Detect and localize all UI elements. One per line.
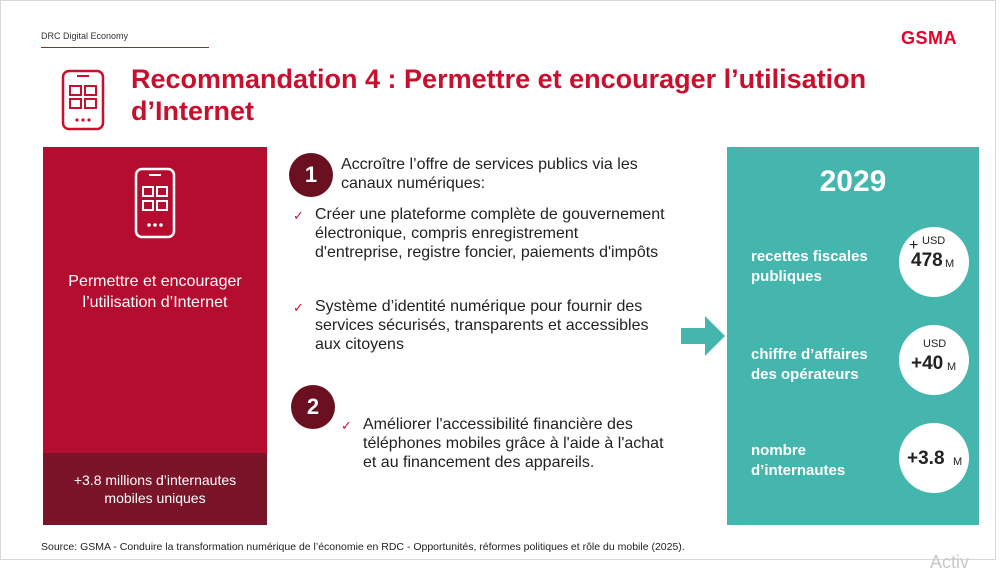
- metric-unit: USD: [923, 338, 947, 350]
- checkmark-icon: ✓: [293, 208, 304, 223]
- metric-suffix: M: [947, 361, 957, 373]
- metric-circle: [899, 227, 969, 297]
- metric-suffix: M: [945, 258, 955, 270]
- box-heading: Accroître l’offre de services publics via les canaux numériques:: [341, 156, 638, 192]
- metric-suffix: M: [953, 456, 963, 468]
- document-label: DRC Digital Economy: [41, 31, 129, 41]
- left-summary-panel: [43, 147, 267, 525]
- bullet-item: [293, 205, 670, 262]
- left-panel-footer: +3.8 millions d’internautes mobiles uniques: [43, 453, 267, 525]
- metric-value: +3.8: [907, 448, 945, 469]
- metric-prefix: +: [909, 237, 919, 254]
- bullet-text: Créer une plateforme complète de gouvernement électronique, compris enregistrement d'entreprise, registre foncier, paiements d'impôts: [315, 206, 665, 261]
- metric-circle: [899, 325, 969, 395]
- target-year: 2029: [819, 165, 887, 198]
- recommendation-box-2: [285, 381, 677, 525]
- source-note: Source: GSMA - Conduire la transformation numérique de l’économie en RDC - Opportunités, réformes politiques et rôle du mobile (2025).: [41, 541, 685, 553]
- metric-label: chiffre d’affaires des opérateurs: [751, 346, 868, 383]
- bullet-item: [293, 297, 670, 354]
- document-label-rule: [41, 47, 209, 48]
- mobile-phone-apps-icon: [133, 167, 177, 239]
- number-badge: 2: [291, 385, 335, 429]
- bullet-text: Système d’identité numérique pour fournir des services sécurisés, transparents et accessibles aux citoyens: [315, 298, 649, 353]
- checkmark-icon: ✓: [341, 418, 352, 433]
- mobile-phone-apps-icon: [59, 69, 107, 131]
- page-title: Recommandation 4 : Permettre et encourager l’utilisation d’Internet: [131, 64, 867, 126]
- metric-label: nombre d’internautes: [751, 442, 846, 479]
- metric-circle: [899, 423, 969, 493]
- gsma-logo: GSMA: [901, 28, 957, 48]
- number-badge: 1: [289, 153, 333, 197]
- metric-unit: USD: [922, 235, 946, 247]
- metric-value: 478: [911, 250, 943, 271]
- checkmark-icon: ✓: [293, 300, 304, 315]
- activation-watermark: Activ: [930, 552, 970, 572]
- left-panel-text: Permettre et encourager l’utilisation d’Internet: [68, 273, 242, 311]
- arrow-right-icon: [681, 314, 725, 358]
- metric-label: recettes fiscales publiques: [751, 248, 868, 285]
- metric-value: +40: [911, 353, 944, 374]
- bullet-text: Améliorer l'accessibilité financière des téléphones mobiles grâce à l'aide à l'achat et au financement des appareils.: [363, 416, 664, 471]
- recommendation-box-1: [285, 147, 677, 369]
- right-impact-panel: [727, 147, 979, 525]
- bullet-item: [341, 415, 668, 472]
